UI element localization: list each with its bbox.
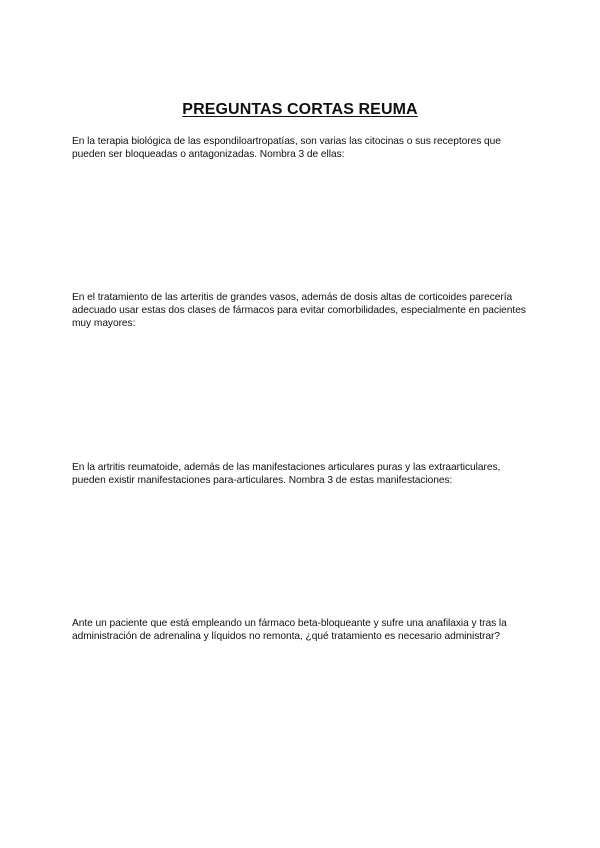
question-4: Ante un paciente que está empleando un fármaco beta-bloqueante y sufre una anafilaxia y tras la administración de adrenalina y líquidos no remonta, ¿qué tratamiento es necesario administrar?	[72, 618, 507, 642]
question-1: En la terapia biológica de las espondiloartropatías, son varias las citocinas o sus receptores que pueden ser bloqueadas o antagonizadas. Nombra 3 de ellas:	[72, 136, 501, 160]
question-3: En la artritis reumatoide, además de las manifestaciones articulares puras y las extraarticulares, pueden existir manifestaciones para-articulares. Nombra 3 de estas manifestaciones:	[72, 462, 501, 486]
question-2: En el tratamiento de las arteritis de grandes vasos, además de dosis altas de corticoides parecería adecuado usar estas dos clases de fármacos para evitar comorbilidades, especialmente en pacientes muy mayores:	[72, 292, 526, 329]
page-title: PREGUNTAS CORTAS REUMA	[182, 101, 418, 118]
